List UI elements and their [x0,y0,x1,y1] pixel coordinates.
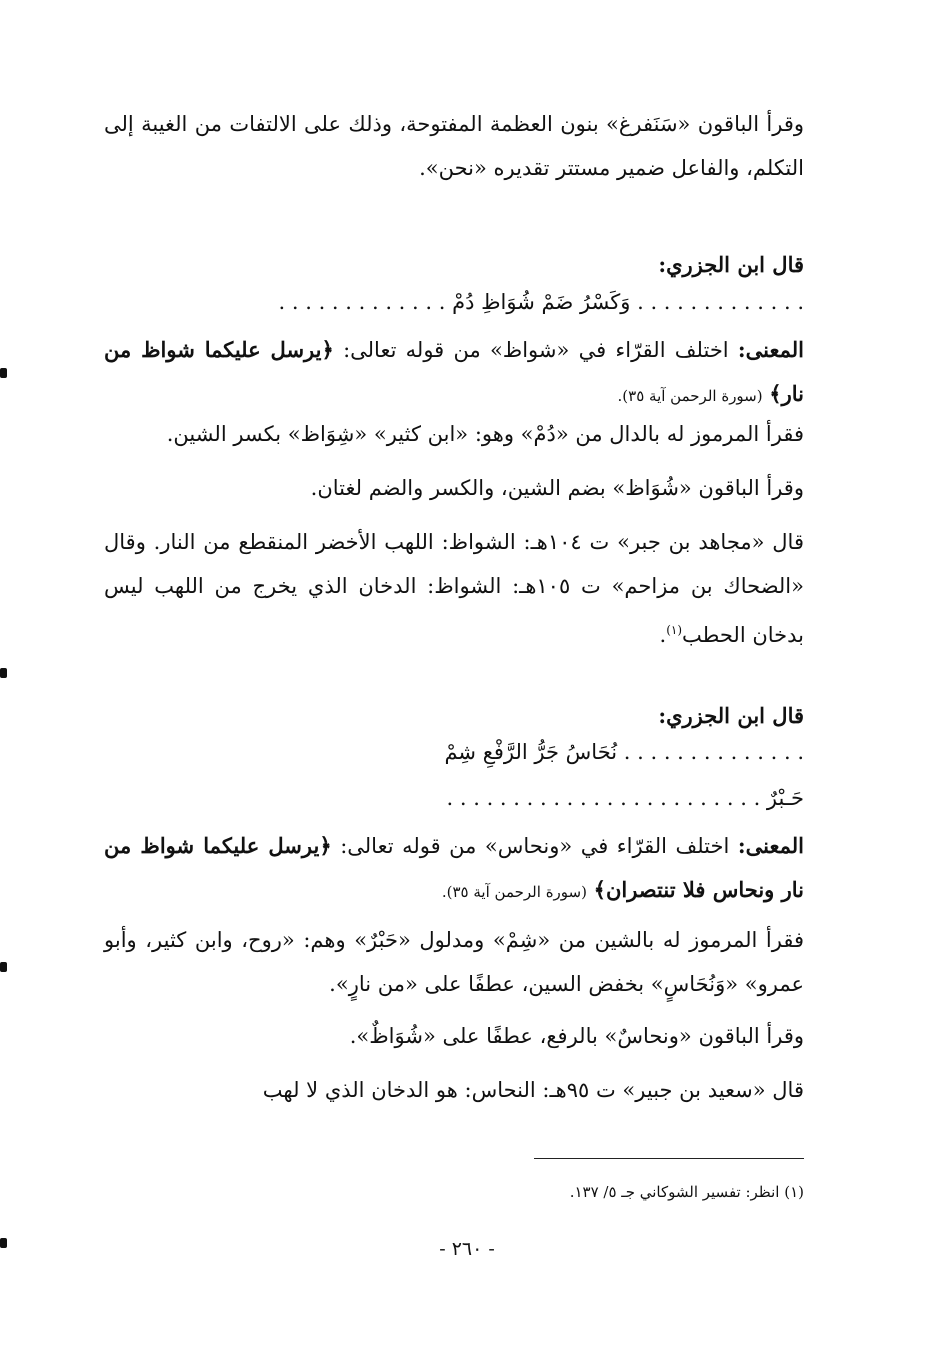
section2-p2-text: وقرأ الباقون «ونحاسٌ» بالرفع، عطفًا على «شُوَاظٌ». [349,1024,804,1048]
intro-paragraph [104,102,804,190]
section1-paragraph-2 [104,466,804,510]
margin-mark [0,368,7,378]
section2-verse2-text: حَـبْرٌ . . . . . . . . . . . . . . . . . . . . . . . . [446,786,804,810]
section1-p3-end: . [659,623,667,647]
section1-meaning [104,328,804,418]
section2-p1-text: فقرأ المرموز له بالشين من «شِمْ» ومدلول «حَبْرٌ» وهم: «روح، وابن كثير، وأبو عمرو» «وَنُحَاسٍ» بخفض السين، عطفًا على «من نارٍ». [104,928,804,996]
section1-verse-text: . . . . . . . . . . . . . وَكَسْرُ ضَمْ شُوَاظِ دُمْ . . . . . . . . . . . . . [278,290,804,314]
section2-meaning [104,824,804,914]
quran-quote: ﴿يرسل عليكما شواظ من نار ونحاس فلا تنتصران﴾ [104,833,804,902]
footnote-divider [534,1158,804,1159]
section1-paragraph-3 [104,520,804,657]
section2-heading-text: قال ابن الجزري: [658,703,804,728]
meaning-text: اختلف القرّاء في «ونحاس» من قوله تعالى: [340,834,730,858]
meaning-text: اختلف القرّاء في «شواظ» من قوله تعالى: [343,338,729,362]
margin-mark [0,668,7,678]
footnote [104,1178,804,1206]
section2-paragraph-1 [104,918,804,1006]
meaning-label: المعنى: [737,337,805,362]
surah-citation: (سورة الرحمن آية ٣٥). [617,387,763,405]
section2-paragraph-3 [104,1068,804,1112]
intro-text: وقرأ الباقون «سَنَفرغ» بنون العظمة المفتوحة، وذلك على الالتفات من الغيبة إلى التكلم، والفاعل ضمير مستتر تقديره «نحن». [104,112,804,180]
section1-verse [104,282,804,322]
section1-p2-text: وقرأ الباقون «شُوَاظ» بضم الشين، والكسر والضم لغتان. [310,476,804,500]
quran-quote: ﴿يرسل عليكما شواظ من نار﴾ [104,337,804,406]
section2-verse-2 [104,778,804,818]
surah-citation: (سورة الرحمن آية ٣٥). [441,883,587,901]
section2-paragraph-2 [104,1014,804,1058]
section1-p1-text: فقرأ المرموز له بالدال من «دُمْ» وهو: «ابن كثير» «شِوَاظ» بكسر الشين. [166,422,804,446]
section1-paragraph-1 [104,412,804,456]
margin-mark [0,962,7,972]
section2-verse-1 [104,732,804,772]
section1-p3-text: قال «مجاهد بن جبر» ت ١٠٤هـ: الشواظ: اللهب الأخضر المنقطع من النار. وقال «الضحاك بن مزاحم» ت ١٠٥هـ: الشواظ: الدخان الذي يخرج من اللهب ليس بدخان الحطب [104,530,804,647]
footnote-text: (١) انظر: تفسير الشوكاني جـ ٥/ ١٣٧. [569,1183,804,1201]
section1-heading-text: قال ابن الجزري: [658,252,804,277]
section1-heading [104,243,804,287]
meaning-label: المعنى: [737,833,804,858]
section2-p3-text: قال «سعيد بن جبير» ت ٩٥هـ: النحاس: هو الدخان الذي لا لهب [262,1078,804,1102]
footnote-ref: (١) [666,623,683,637]
page-number: - ٢٦٠ - [439,1238,495,1260]
section2-verse1-text: . . . . . . . . . . . . . . نُحَاسُ جَرُّ الرَّفْعِ شِمْ [444,740,804,764]
